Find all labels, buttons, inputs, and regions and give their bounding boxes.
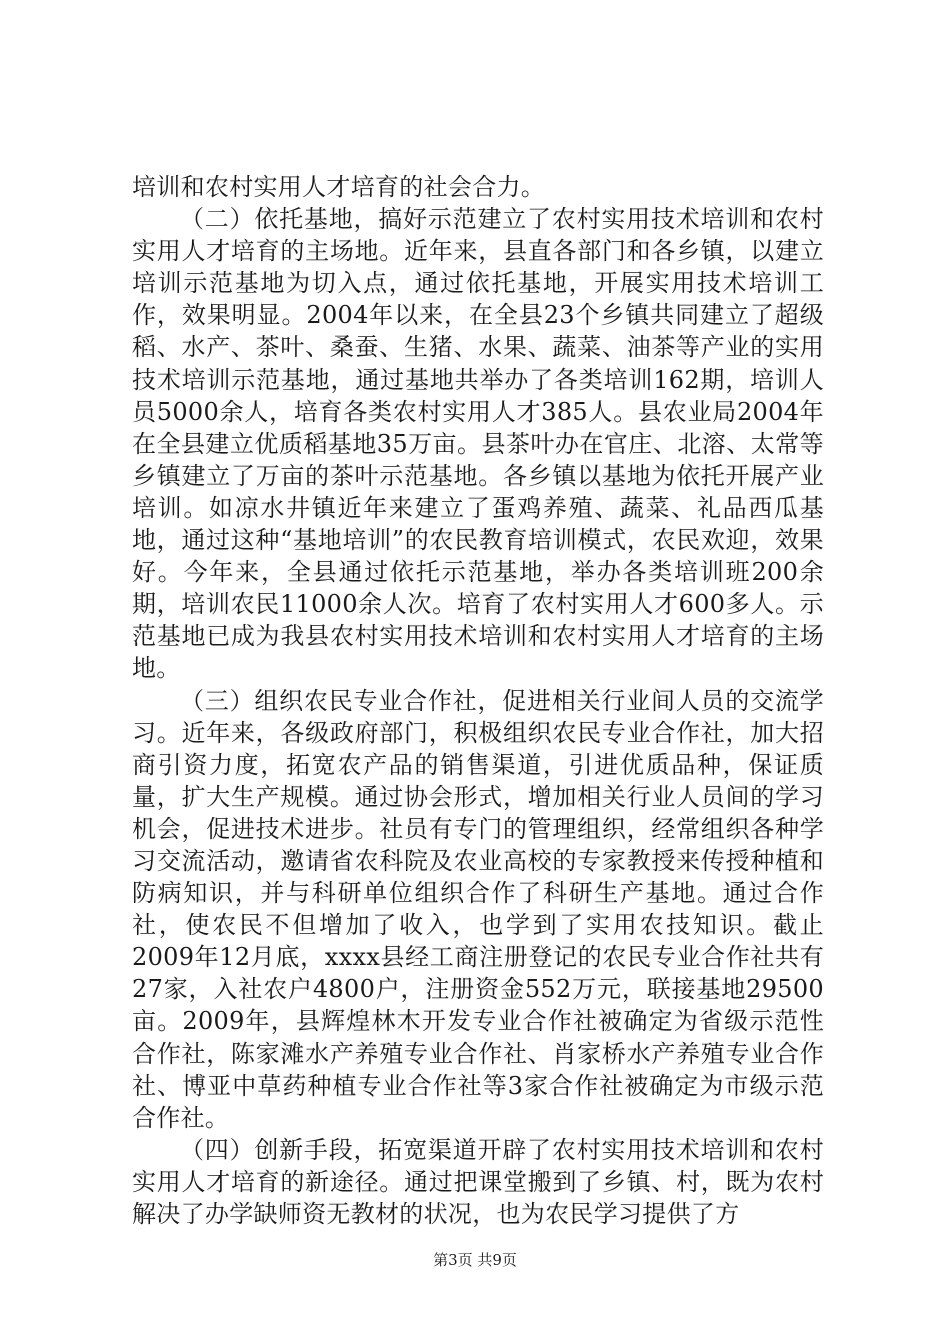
paragraph-section-4: （四）创新手段，拓宽渠道开辟了农村实用技术培训和农村实用人才培育的新途径。通过把课堂搬到了乡镇、村，既为农村解决了办学缺师资无教材的状况，也为农民学习提供了方 [132,1135,824,1228]
page-number-footer: 第3页 共9页 [433,1251,517,1269]
paragraph-section-2: （二）依托基地，搞好示范建立了农村实用技术培训和农村实用人才培育的主场地。近年来，县直各部门和各乡镇，以建立培训示范基地为切入点，通过依托基地，开展实用技术培训工作，效果明显。2004年以来，在全县23个乡镇共同建立了超级稻、水产、茶叶、桑蚕、生猪、水果、蔬菜、油茶等产业的实用技术培训示范基地，通过基地共举办了各类培训162期，培训人员5000余人，培育各类农村实用人才385人。县农业局2004年在全县建立优质稻基地35万亩。县茶叶办在官庄、北溶、太常等乡镇建立了万亩的茶叶示范基地。各乡镇以基地为依托开展产业培训。如凉水井镇近年来建立了蛋鸡养殖、蔬菜、礼品西瓜基地，通过这种“基地培训”的农民教育培训模式，农民欢迎，效果好。今年来，全县通过依托示范基地，举办各类培训班200余期，培训农民11000余人次。培育了农村实用人才600多人。示范基地已成为我县农村实用技术培训和农村实用人才培育的主场地。 [132,205,824,683]
paragraph-continuation: 培训和农村实用人才培育的社会合力。 [132,173,546,201]
document-body [132,171,824,1230]
paragraph-section-3: （三）组织农民专业合作社，促进相关行业间人员的交流学习。近年来，各级政府部门，积极组织农民专业合作社，加大招商引资力度，拓宽农产品的销售渠道，引进优质品种，保证质量，扩大生产规模。通过协会形式，增加相关行业人员间的学习机会，促进技术进步。社员有专门的管理组织，经常组织各种学习交流活动，邀请省农科院及农业高校的专家教授来传授种植和防病知识，并与科研单位组织合作了科研生产基地。通过合作社，使农民不但增加了收入，也学到了实用农技知识。截止2009年12月底，xxxx县经工商注册登记的农民专业合作社共有27家，入社农户4800户，注册资金552万元，联接基地29500亩。2009年，县辉煌林木开发专业合作社被确定为省级示范性合作社，陈家滩水产养殖专业合作社、肖家桥水产养殖专业合作社、博亚中草药种植专业合作社等3家合作社被确定为市级示范合作社。 [132,686,824,1132]
